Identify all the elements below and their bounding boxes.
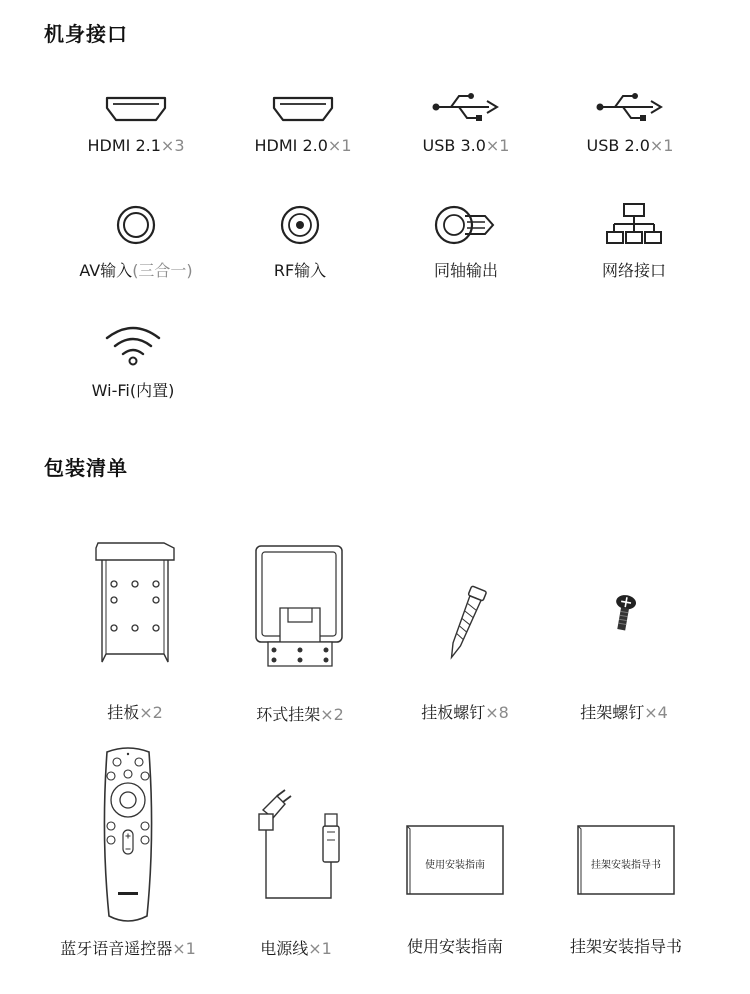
port-qty: (三合一): [132, 261, 193, 280]
port-qty: ×1: [649, 136, 674, 155]
package-label: 环式挂架: [256, 705, 321, 724]
port-label: HDMI 2.0: [254, 136, 328, 155]
usb-icon: [595, 90, 665, 124]
package-qty: ×8: [485, 703, 509, 722]
port-label: 同轴输出: [433, 261, 498, 280]
package-label: 挂板螺钉: [421, 703, 486, 722]
port-item-rf: [215, 184, 385, 281]
port-label: HDMI 2.1: [87, 136, 161, 155]
package-item-guide: [536, 744, 716, 957]
port-label: USB 2.0: [586, 136, 650, 155]
port-item-coaxial: [381, 184, 551, 281]
port-item-usb-3-0: [381, 62, 551, 155]
manual-cover-text: 使用安装指南: [425, 860, 485, 871]
remote-control-icon: [99, 746, 157, 924]
package-section-title: 包装清单: [44, 456, 128, 480]
package-item-ring-bracket: [210, 540, 390, 725]
package-qty: ×2: [320, 705, 344, 724]
port-label: 网络接口: [601, 261, 666, 280]
wall-plate-icon: [94, 542, 176, 664]
power-cord-icon: [251, 786, 341, 906]
port-item-usb-2-0: [545, 62, 715, 155]
package-label: 使用安装指南: [406, 937, 503, 956]
package-qty: ×2: [139, 703, 163, 722]
hdmi-port-icon: [104, 94, 168, 124]
plate-screw-icon: [440, 584, 490, 664]
package-item-wall-plate: [45, 540, 225, 723]
package-label: 挂板: [107, 703, 140, 722]
package-label: 电源线: [260, 939, 309, 958]
port-item-network: [549, 184, 719, 281]
port-item-wifi: [48, 304, 218, 401]
usb-icon: [431, 90, 501, 124]
package-item-plate-screw: [375, 540, 555, 723]
port-qty: ×1: [327, 136, 352, 155]
port-label: USB 3.0: [422, 136, 486, 155]
port-label: AV输入: [79, 261, 133, 280]
hdmi-port-icon: [271, 94, 335, 124]
port-label: Wi-Fi(内置): [91, 381, 175, 400]
port-item-hdmi-2-0: [218, 62, 388, 155]
port-item-av: [51, 184, 221, 281]
coaxial-port-icon: [435, 204, 497, 246]
port-qty: ×3: [160, 136, 185, 155]
ring-bracket-icon: [254, 542, 346, 670]
package-label: 挂架螺钉: [580, 703, 645, 722]
network-icon: [606, 202, 662, 246]
package-item-power-cord: [206, 744, 386, 959]
package-item-remote: [38, 744, 218, 959]
package-item-manual: [365, 744, 545, 957]
package-qty: ×4: [644, 703, 668, 722]
package-qty: ×1: [172, 939, 196, 958]
wifi-icon: [104, 324, 162, 366]
package-label: 挂架安装指导书: [569, 937, 682, 956]
package-item-bracket-screw: [534, 540, 714, 723]
av-port-icon: [115, 204, 157, 246]
port-qty: ×1: [485, 136, 510, 155]
port-item-hdmi-2-1: [51, 62, 221, 155]
ports-section-title: 机身接口: [44, 22, 128, 46]
package-qty: ×1: [308, 939, 332, 958]
rf-port-icon: [279, 204, 321, 246]
port-label: RF输入: [273, 261, 327, 280]
package-label: 蓝牙语音遥控器: [60, 939, 173, 958]
guide-cover-text: 挂架安装指导书: [591, 860, 661, 871]
bracket-screw-icon: [609, 594, 639, 634]
